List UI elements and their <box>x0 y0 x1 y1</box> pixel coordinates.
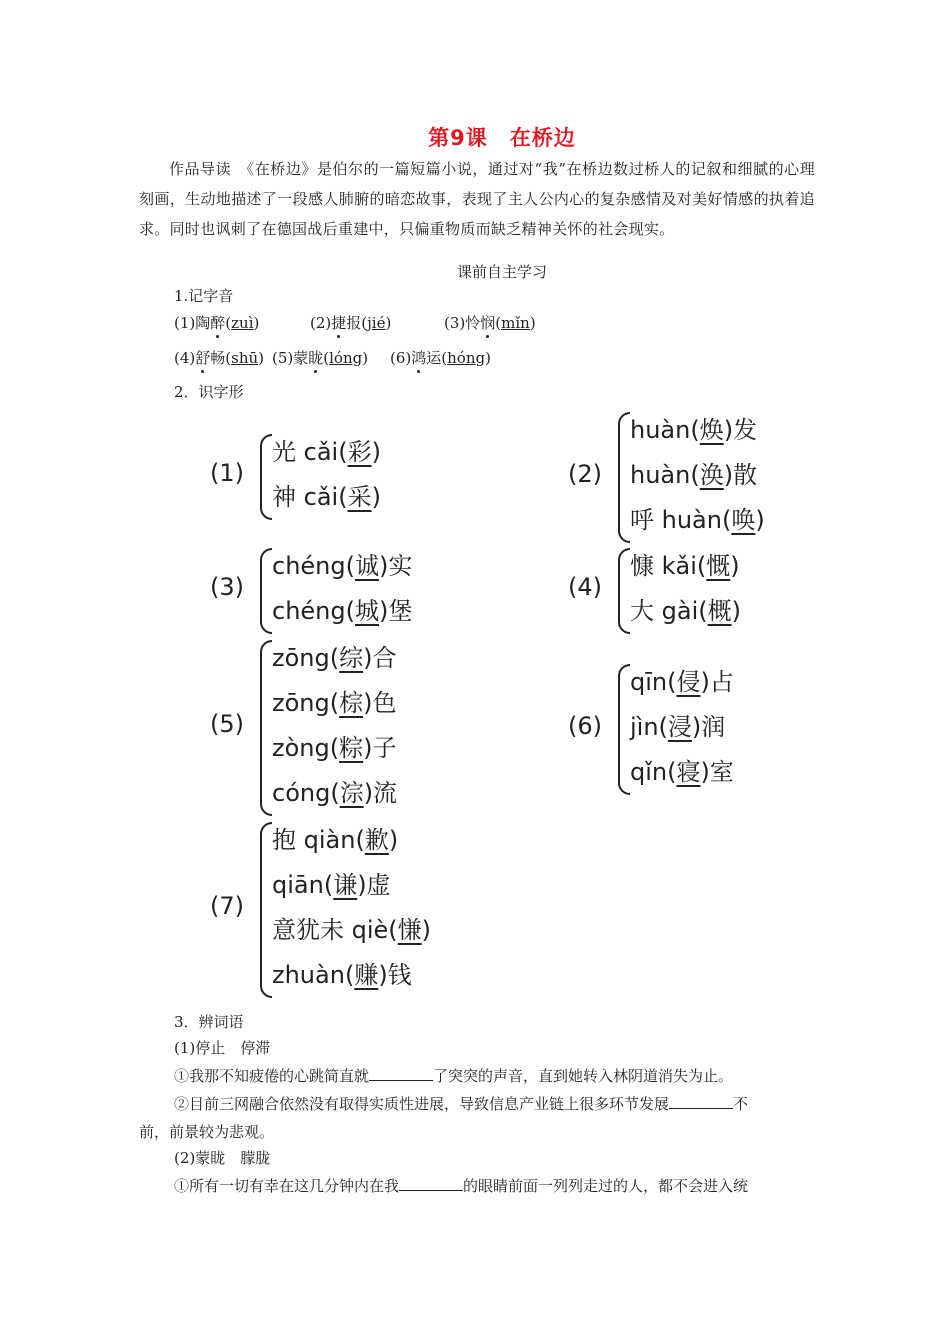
line-text: )室 <box>700 758 734 786</box>
group-number: (2) <box>568 459 602 488</box>
line-text: 呼 huàn( <box>630 506 732 534</box>
pinyin-answer: mǐn <box>501 314 530 332</box>
glyph-line <box>630 589 741 634</box>
item-text: ) <box>253 314 260 332</box>
line-text: ) <box>421 916 432 944</box>
line-text: ) <box>371 438 381 466</box>
group-number: (6) <box>568 711 602 740</box>
group-number: (5) <box>210 710 244 738</box>
item-text: (3)怜 <box>444 314 481 332</box>
line-text: )润 <box>691 713 726 741</box>
dotted-char: 悯 <box>480 314 496 332</box>
pinyin-answer: shū <box>231 349 259 367</box>
answer-char: 谦 <box>333 871 358 899</box>
sentence-text: ①所有一切有幸在这几分钟内在我 <box>174 1177 400 1195</box>
q3-sentence-2a <box>174 1176 748 1196</box>
glyph-line <box>630 705 734 750</box>
item-text: (4) <box>174 349 196 367</box>
line-text: ) <box>731 597 741 625</box>
line-text: )发 <box>723 416 758 444</box>
lesson-title: 第9课 在桥边 <box>428 126 576 150</box>
line-text: 慷 kǎi( <box>630 552 707 580</box>
item-text: 运( <box>426 349 448 367</box>
dotted-char: 眬 <box>308 349 324 367</box>
item-text: ) <box>258 349 265 367</box>
group-number: (3) <box>210 573 244 601</box>
glyph-line <box>272 818 431 863</box>
answer-char: 歉 <box>364 826 389 854</box>
glyph-line <box>272 863 431 908</box>
line-text: ) <box>388 826 399 854</box>
line-text: )虚 <box>357 871 391 899</box>
q1-item <box>272 348 368 368</box>
answer-char: 慊 <box>397 916 422 944</box>
line-text: qiān( <box>272 871 334 899</box>
line-text: 大 gài( <box>630 597 708 625</box>
item-text: ) <box>362 349 369 367</box>
brace <box>618 664 630 795</box>
item-text: 畅( <box>210 349 232 367</box>
line-text: )子 <box>363 734 397 762</box>
glyph-line <box>272 636 397 681</box>
line-text: cóng( <box>272 779 340 807</box>
answer-char: 综 <box>339 644 364 672</box>
dotted-char: 捷 <box>331 314 347 332</box>
line-text: )占 <box>700 668 734 696</box>
glyph-line <box>272 475 381 520</box>
dotted-char: 舒 <box>195 349 211 367</box>
sentence-text: 的眼睛前面一列列走过的人，都不会进入统 <box>463 1177 749 1195</box>
line-text: 意犹未 qiè( <box>272 916 398 944</box>
item-text: ( <box>225 314 232 332</box>
group-number: (1) <box>210 459 244 487</box>
glyph-line <box>630 408 765 453</box>
pinyin-answer: zuì <box>231 314 254 332</box>
q3-pair2: (2)蒙眬 朦胧 <box>174 1149 271 1167</box>
glyph-line <box>630 544 741 589</box>
brace <box>260 822 272 998</box>
answer-char: 焕 <box>699 416 724 444</box>
answer-char: 赚 <box>354 961 379 989</box>
line-text: qǐn( <box>630 758 677 786</box>
sentence-text: ②目前三网融合依然没有取得实质性进展，导致信息产业链上很多环节发展 <box>174 1095 670 1113</box>
pinyin-answer: lóng <box>329 349 363 367</box>
answer-char: 淙 <box>339 779 364 807</box>
glyph-line <box>272 430 381 475</box>
line-text: )合 <box>363 644 397 672</box>
group-number: (7) <box>210 892 244 920</box>
group-number: (4) <box>568 573 602 601</box>
answer-char: 采 <box>347 483 372 511</box>
line-text: qīn( <box>630 668 677 696</box>
line-text: )色 <box>363 689 397 717</box>
dotted-char: 鸿 <box>411 349 427 367</box>
pinyin-answer: hóng <box>447 349 486 367</box>
line-text: huàn( <box>630 416 700 444</box>
answer-char: 概 <box>707 597 732 625</box>
line-text: )散 <box>723 461 758 489</box>
answer-char: 唤 <box>731 506 756 534</box>
answer-char: 诚 <box>354 552 379 580</box>
line-text: ) <box>730 552 740 580</box>
brace <box>618 548 630 634</box>
answer-blank[interactable] <box>399 1176 463 1191</box>
answer-blank[interactable] <box>369 1066 433 1081</box>
q1-item <box>390 348 491 368</box>
line-text: ) <box>371 483 381 511</box>
sentence-text: 不 <box>733 1095 749 1113</box>
q3-sentence-1b-cont: 前，前景较为悲观。 <box>139 1123 275 1141</box>
item-text: ( <box>323 349 330 367</box>
item-text: (1)陶 <box>174 314 211 332</box>
line-text: zòng( <box>272 734 340 762</box>
line-text: )堡 <box>378 597 413 625</box>
line-text: chéng( <box>272 552 355 580</box>
line-text: chéng( <box>272 597 355 625</box>
intro-paragraph: 作品导读 《在桥边》是伯尔的一篇短篇小说，通过对“我”在桥边数过桥人的记叙和细腻的心理刻画，生动地描述了一段感人肺腑的暗恋故事，表现了主人公内心的复杂感情及对美好情感的执着追求。同时也讽刺了在德国战后重建中，只偏重物质而缺乏精神关怀的社会现实。 <box>139 160 815 238</box>
brace <box>260 640 272 816</box>
line-text: )流 <box>363 779 398 807</box>
brace <box>260 548 272 634</box>
sentence-text: 了突突的声音，直到她转入林阴道消失为止。 <box>433 1067 734 1085</box>
line-text: 抱 qiàn( <box>272 826 365 854</box>
glyph-line <box>630 453 765 498</box>
sentence-text: ①我那不知疲倦的心跳简直就 <box>174 1067 370 1085</box>
answer-blank[interactable] <box>669 1094 733 1109</box>
item-text: (6) <box>390 349 412 367</box>
glyph-line <box>630 750 734 795</box>
answer-char: 粽 <box>339 734 364 762</box>
brace <box>618 412 630 543</box>
dotted-char: 醉 <box>210 314 226 332</box>
glyph-line <box>630 498 765 543</box>
glyph-line <box>272 544 412 589</box>
answer-char: 涣 <box>699 461 724 489</box>
line-text: zhuàn( <box>272 961 355 989</box>
glyph-line <box>630 660 734 705</box>
answer-char: 慨 <box>706 552 731 580</box>
answer-char: 浸 <box>667 713 692 741</box>
line-text: ) <box>755 506 765 534</box>
item-text: ) <box>485 349 491 367</box>
q3-heading: 3．辨词语 <box>174 1013 244 1031</box>
line-text: 神 cǎi( <box>272 483 348 511</box>
q1-item <box>174 313 259 333</box>
glyph-line <box>272 589 412 634</box>
q1-item <box>174 348 264 368</box>
line-text: huàn( <box>630 461 700 489</box>
glyph-line <box>272 953 431 998</box>
line-text: jìn( <box>630 713 668 741</box>
q3-sentence-1b <box>174 1094 748 1114</box>
item-text: 报( <box>346 314 368 332</box>
q1-item <box>310 313 391 333</box>
glyph-line <box>272 771 397 816</box>
answer-char: 棕 <box>339 689 364 717</box>
pinyin-answer: jié <box>367 314 386 332</box>
section-heading: 课前自主学习 <box>456 263 547 281</box>
q3-sentence-1a <box>174 1066 733 1086</box>
answer-char: 彩 <box>347 438 372 466</box>
glyph-line <box>272 681 397 726</box>
q3-pair1: (1)停止 停滞 <box>174 1039 271 1057</box>
glyph-line <box>272 726 397 771</box>
item-text: ) <box>529 314 536 332</box>
line-text: zōng( <box>272 644 340 672</box>
q2-heading: 2．识字形 <box>174 383 244 401</box>
item-text: ( <box>495 314 502 332</box>
q1-heading: 1.记字音 <box>174 287 234 305</box>
line-text: zōng( <box>272 689 340 717</box>
answer-char: 寝 <box>676 758 701 786</box>
brace <box>260 434 272 520</box>
answer-char: 城 <box>354 597 379 625</box>
line-text: )钱 <box>378 961 412 989</box>
answer-char: 侵 <box>676 668 701 696</box>
q1-item <box>444 313 536 333</box>
item-text: (5)蒙 <box>272 349 309 367</box>
item-text: (2) <box>310 314 332 332</box>
line-text: 光 cǎi( <box>272 438 348 466</box>
item-text: ) <box>385 314 392 332</box>
line-text: )实 <box>378 552 413 580</box>
glyph-line <box>272 908 431 953</box>
